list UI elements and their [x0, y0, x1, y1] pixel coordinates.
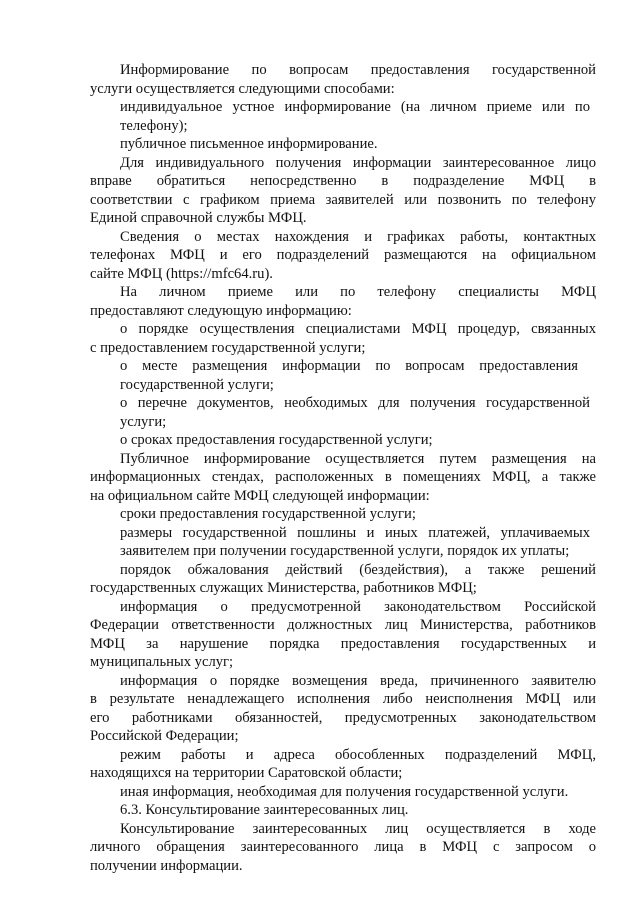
- text-line: иная информация, необходимая для получения государственной услуги.: [120, 783, 569, 800]
- text-line: личного обращения заинтересованного лица в МФЦ с запросом о: [90, 839, 596, 855]
- text-line: находящихся на территории Саратовской области;: [90, 765, 403, 781]
- text-line: сроки предоставления государственной услуги;: [120, 506, 416, 522]
- text-line: услуги;: [120, 413, 167, 430]
- text-line: публичное письменное информирование.: [120, 136, 378, 152]
- text-line: Российской Федерации;: [90, 728, 239, 744]
- text-line: государственной услуги;: [120, 376, 274, 393]
- text-line: Публичное информирование осуществляется путем размещения на: [120, 450, 596, 467]
- text-line: информация о порядке возмещения вреда, причиненного заявителю: [120, 672, 596, 689]
- text-line: индивидуальное устное информирование (на личном приеме или по: [120, 99, 590, 115]
- text-line: МФЦ за нарушение порядка предоставления государственных и: [90, 635, 596, 652]
- text-line: режим работы и адреса обособленных подразделений МФЦ,: [120, 746, 596, 763]
- text-line: получении информации.: [90, 857, 243, 874]
- text-line: Единой справочной службы МФЦ.: [90, 210, 307, 226]
- text-line: На личном приеме или по телефону специалисты МФЦ: [120, 284, 596, 300]
- section-heading: 6.3. Консультирование заинтересованных лиц.: [120, 802, 409, 818]
- text-line: порядок обжалования действий (бездействия), а также решений: [120, 561, 596, 578]
- text-line: Консультирование заинтересованных лиц осуществляется в ходе: [120, 820, 596, 837]
- text-line: заявителем при получении государственной услуги, порядок их уплаты;: [120, 543, 570, 559]
- text-line: с предоставлением государственной услуги;: [90, 339, 366, 356]
- text-line: о месте размещения информации по вопросам предоставления: [120, 358, 578, 374]
- text-line: о перечне документов, необходимых для получения государственной: [120, 395, 590, 411]
- text-line: сайте МФЦ (https://mfc64.ru).: [90, 265, 273, 282]
- text-line: в результате ненадлежащего исполнения либо неисполнения МФЦ или: [90, 691, 596, 707]
- text-line: услуги осуществляется следующими способами:: [90, 80, 395, 97]
- text-line: о сроках предоставления государственной услуги;: [120, 432, 433, 448]
- text-line: Информирование по вопросам предоставления государственной: [120, 62, 596, 78]
- text-line: на официальном сайте МФЦ следующей информации:: [90, 487, 430, 504]
- text-line: информация о предусмотренной законодательством Российской: [120, 598, 596, 615]
- text-line: государственных служащих Министерства, работников МФЦ;: [90, 580, 477, 596]
- text-line: предоставляют следующую информацию:: [90, 302, 352, 319]
- text-line: Сведения о местах нахождения и графиках работы, контактных: [120, 228, 596, 245]
- text-line: Для индивидуального получения информации заинтересованное лицо: [120, 154, 596, 171]
- text-line: вправе обратиться непосредственно в подразделение МФЦ в: [90, 173, 596, 189]
- text-line: информационных стендах, расположенных в помещениях МФЦ, а также: [90, 469, 596, 485]
- text-line: размеры государственной пошлины и иных платежей, уплачиваемых: [120, 524, 590, 541]
- text-line: его работниками обязанностей, предусмотренных законодательством: [90, 709, 596, 726]
- text-line: телефонах МФЦ и его подразделений размещаются на официальном: [90, 247, 596, 263]
- text-line: соответствии с графиком приема заявителей или позвонить по телефону: [90, 191, 596, 208]
- text-line: Федерации ответственности должностных лиц Министерства, работников: [90, 617, 596, 633]
- document-body: [90, 61, 596, 875]
- text-line: о порядке осуществления специалистами МФЦ процедур, связанных: [120, 321, 596, 337]
- text-line: муниципальных услуг;: [90, 654, 234, 670]
- text-line: телефону);: [120, 117, 188, 134]
